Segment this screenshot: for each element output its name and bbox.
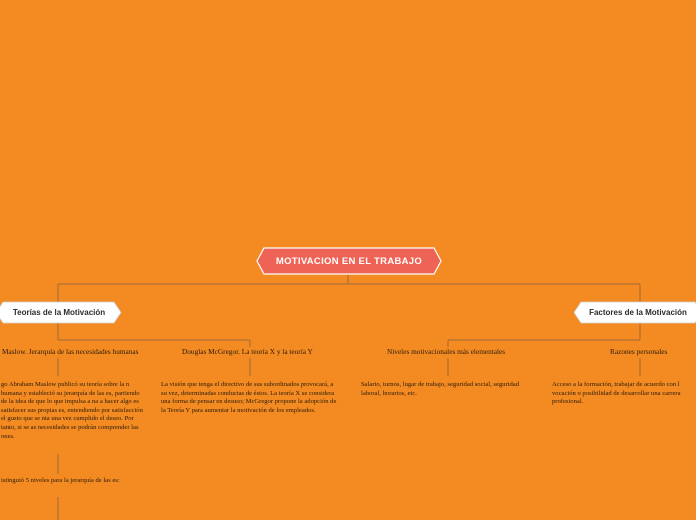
topic-maslow-title[interactable]: Maslow. Jerarquía de las necesidades humanas [2, 347, 139, 356]
branch-teorias-title: Teorías de la Motivación [12, 308, 106, 317]
topic-mcgregor-text: La visión que tenga el directivo de sus subordinados provocará, a su vez, determinadas conductas de éstos. La teoría X se considera una forma de pensar en desuso; McGregor propone la adopción de la Teoría Y para aumentar la motivación de los empleados. [161, 381, 337, 414]
branch-factores[interactable] [574, 301, 696, 324]
branch-teorias[interactable] [0, 301, 122, 324]
root-node[interactable] [256, 247, 442, 275]
branch-factores-title: Factores de la Motivación [589, 308, 687, 317]
topic-niveles-title[interactable]: Niveles motivacionales más elementales [387, 347, 506, 356]
topic-maslow-subtext: istinguió 5 niveles para la jerarquía de las es: [1, 477, 120, 484]
topic-mcgregor-title[interactable]: Douglas McGregor. La teoría X y la teoría Y [182, 347, 313, 356]
topic-niveles-text: Salario, turnos, lugar de trabajo, seguridad social, seguridad laboral, horarios, etc. [361, 381, 520, 397]
root-title: MOTIVACION EN EL TRABAJO [275, 255, 423, 267]
topic-razones-title[interactable]: Razones personales [610, 347, 668, 356]
topic-maslow-text: go Abraham Maslow publicó su teoría sobre la n humana y estableció su jerarquía de las es, partiendo de la idea de que lo que impulsa a na a hacer algo es satisfacer sus propias es, entendiendo por satisfacción el gusto que se nta una vez cumplido el deseo. Por tanto, si se as necesidades se podrán comprender las ones. [1, 381, 143, 440]
topic-razones-text: Acceso a la formación, trabajar de acuerdo con l vocación o posibilidad de desarrollar una carrera profesional. [552, 381, 681, 406]
